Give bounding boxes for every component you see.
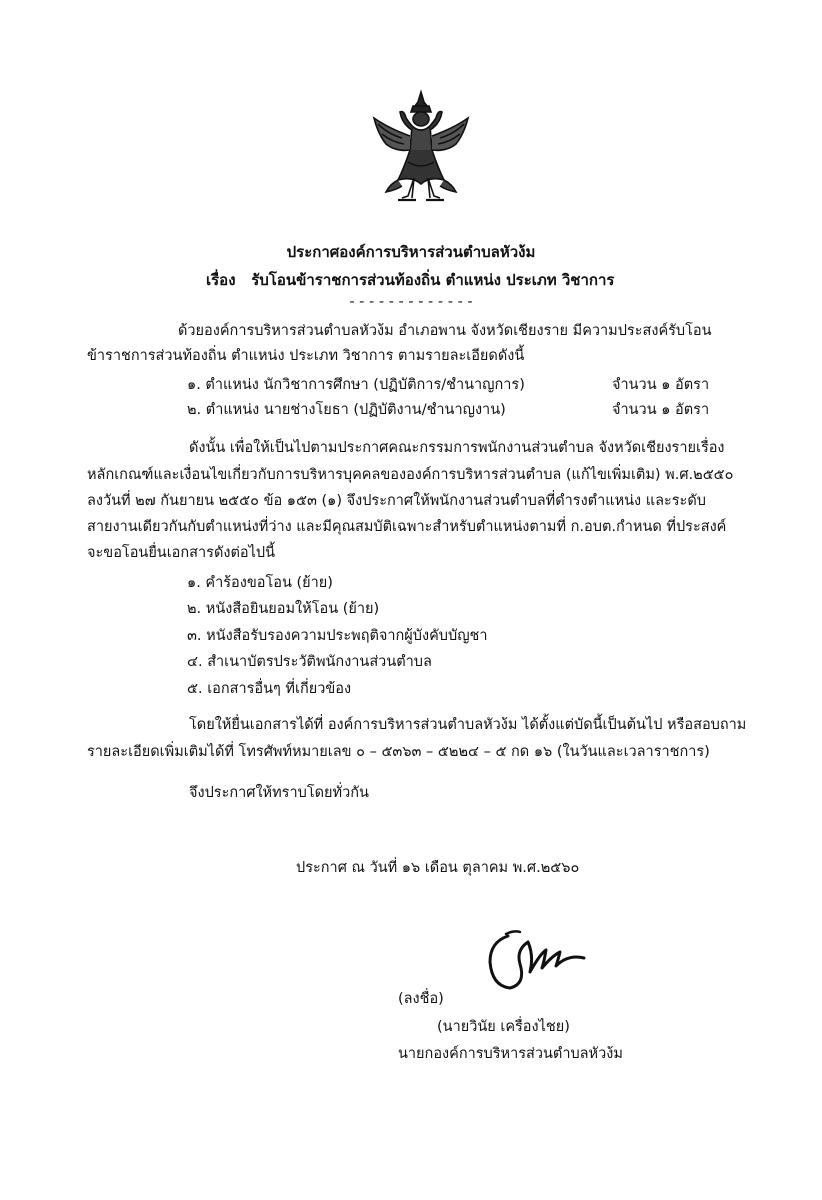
subject-text: รับโอนข้าราชการส่วนท้องถิ่น ตำแหน่ง ประเภท วิชาการ: [251, 271, 615, 289]
document-title: ประกาศองค์การบริหารส่วนตำบลหัวง้ม: [286, 243, 536, 261]
position-count-1: จำนวน ๑ อัตรา: [612, 377, 710, 393]
para2-line-3: ลงวันที่ ๒๗ กันยายน ๒๕๕๐ ข้อ ๑๕๓ (๑) จึงประกาศให้พนักงานส่วนตำบลที่ดำรงตำแหน่ง และระดับ: [87, 493, 706, 509]
announcement-date: ประกาศ ณ วันที่ ๑๖ เดือน ตุลาคม พ.ศ.๒๕๖๐: [296, 860, 580, 876]
document-item-3: ๓. หนังสือรับรองความประพฤติจากผู้บังคับบัญชา: [187, 628, 488, 644]
position-item-1: ๑. ตำแหน่ง นักวิชาการศึกษา (ปฏิบัติการ/ชำนาญการ): [187, 377, 525, 393]
handwritten-signature: [480, 928, 590, 998]
intro-line-1: ด้วยองค์การบริหารส่วนตำบลหัวง้ม อำเภอพาน จังหวัดเชียงราย มีความประสงค์รับโอน: [178, 323, 712, 339]
para2-line-1: ดังนั้น เพื่อให้เป็นไปตามประกาศคณะกรรมการพนักงานส่วนตำบล จังหวัดเชียงรายเรื่อง: [189, 440, 725, 456]
position-item-2: ๒. ตำแหน่ง นายช่างโยธา (ปฏิบัติงาน/ชำนาญงาน): [187, 402, 506, 418]
para2-line-5: จะขอโอนยื่นเอกสารดังต่อไปนี้: [87, 545, 275, 561]
intro-line-2: ข้าราชการส่วนท้องถิ่น ตำแหน่ง ประเภท วิชาการ ตามรายละเอียดดังนี้: [87, 348, 525, 364]
para2-line-2: หลักเกณฑ์และเงื่อนไขเกี่ยวกับการบริหารบุคคลขององค์การบริหารส่วนตำบล (แก้ไขเพิ่มเติม) พ.ศ.๒๕๕๐: [87, 467, 734, 483]
signer-title: นายกองค์การบริหารส่วนตำบลหัวง้ม: [398, 1046, 623, 1062]
signer-name: (นายวินัย เครื่องไชย): [437, 1019, 570, 1035]
sign-label: (ลงชื่อ): [398, 991, 444, 1007]
document-item-2: ๒. หนังสือยินยอมให้โอน (ย้าย): [187, 601, 380, 617]
para3-line-1: โดยให้ยื่นเอกสารได้ที่ องค์การบริหารส่วนตำบลหัวง้ม ได้ตั้งแต่บัดนี้เป็นต้นไป หรือสอบถาม: [189, 717, 747, 733]
position-count-2: จำนวน ๑ อัตรา: [612, 402, 710, 418]
title-divider: - - - - - - - - - - - - -: [349, 294, 473, 310]
document-item-4: ๔. สำเนาบัตรประวัติพนักงานส่วนตำบล: [187, 654, 432, 670]
subject-label: เรื่อง: [206, 271, 236, 289]
document-item-5: ๕. เอกสารอื่นๆ ที่เกี่ยวข้อง: [187, 681, 352, 697]
para3-line-2: รายละเอียดเพิ่มเติมได้ที่ โทรศัพท์หมายเลข ๐ – ๕๓๖๓ – ๕๒๒๔ – ๕ กด ๑๖ (ในวันและเวลาราชการ): [87, 744, 710, 760]
para2-line-4: สายงานเดียวกันกับตำแหน่งที่ว่าง และมีคุณสมบัติเฉพาะสำหรับตำแหน่งตามที่ ก.อบต.กำหนด ที่ประสงค์: [87, 519, 727, 535]
closing-statement: จึงประกาศให้ทราบโดยทั่วกัน: [189, 785, 369, 801]
document-item-1: ๑. คำร้องขอโอน (ย้าย): [187, 575, 333, 591]
garuda-emblem-icon: [368, 88, 474, 206]
subject-line: [206, 268, 614, 292]
